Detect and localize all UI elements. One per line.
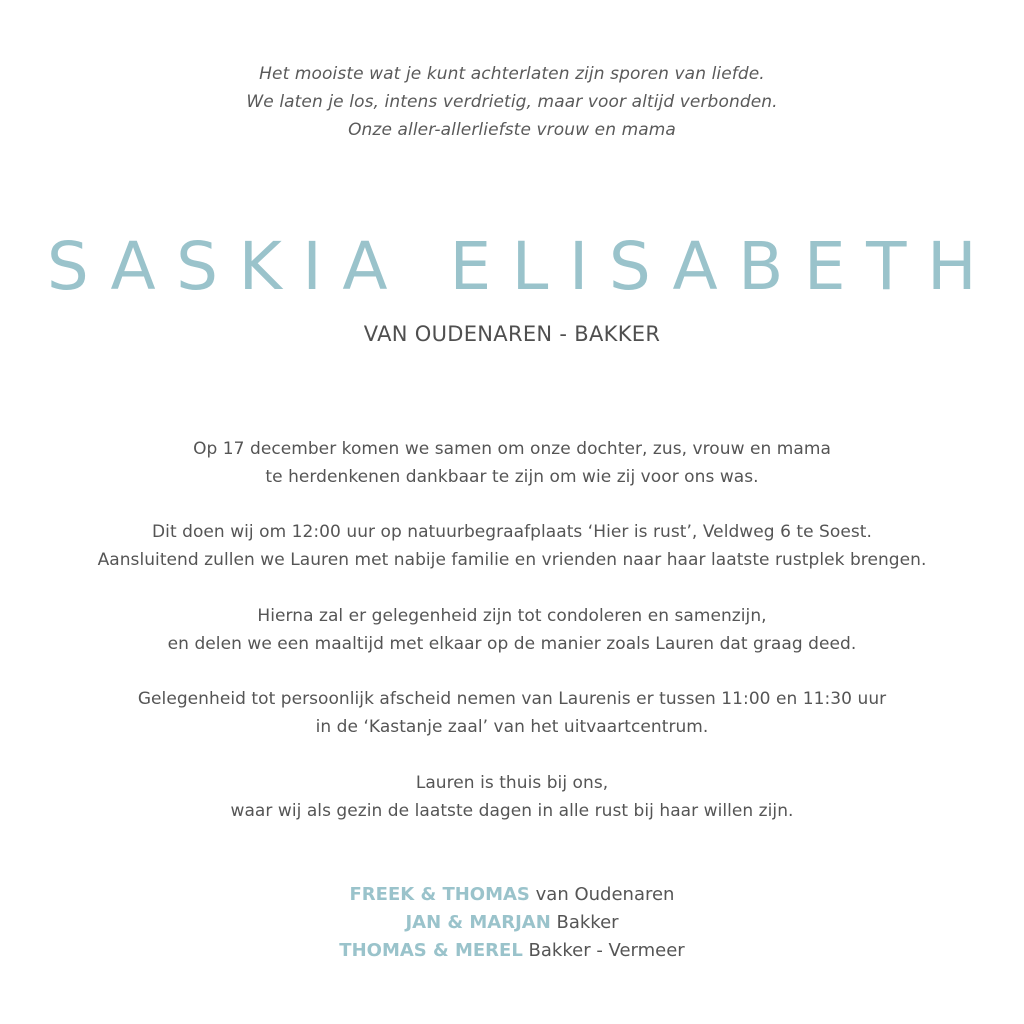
message-p1-line1: Op 17 december komen we samen om onze dochter, zus, vrouw en mama <box>193 439 831 459</box>
deceased-surname: VAN OUDENAREN - BAKKER <box>363 322 661 346</box>
message-p1-line2: te herdenkenen dankbaar te zijn om wie zij voor ons was. <box>265 467 759 487</box>
message-p2-line1: Dit doen wij om 12:00 uur op natuurbegraafplaats ‘Hier is rust’, Veldweg 6 te Soest. <box>152 522 872 542</box>
signature-family: Bakker <box>556 912 619 933</box>
message-p5-line2: waar wij als gezin de laatste dagen in alle rust bij haar willen zijn. <box>230 801 794 821</box>
signature-line <box>0 940 1024 961</box>
quote-line-2: We laten je los, intens verdrietig, maar voor altijd verbonden. <box>246 92 778 112</box>
deceased-first-names: SASKIA ELISABETH <box>46 228 998 305</box>
quote-line-1: Het mooiste wat je kunt achterlaten zijn sporen van liefde. <box>259 64 765 84</box>
signature-line <box>0 912 1024 933</box>
signature-names: JAN & MARJAN <box>405 912 551 933</box>
quote-line-3: Onze aller-allerliefste vrouw en mama <box>348 120 676 140</box>
message-p4-line2: in de ‘Kastanje zaal’ van het uitvaartcentrum. <box>315 717 709 737</box>
message-p5-line1: Lauren is thuis bij ons, <box>415 773 609 793</box>
signature-names: FREEK & THOMAS <box>349 884 530 905</box>
signature-family: van Oudenaren <box>535 884 675 905</box>
message-p4-line1: Gelegenheid tot persoonlijk afscheid nemen van Laurenis er tussen 11:00 en 11:30 uur <box>137 689 887 709</box>
message-p3-line2: en delen we een maaltijd met elkaar op de manier zoals Lauren dat graag deed. <box>167 634 857 654</box>
signature-names: THOMAS & MEREL <box>339 940 523 961</box>
signature-line <box>0 884 1024 905</box>
message-p3-line1: Hierna zal er gelegenheid zijn tot condoleren en samenzijn, <box>257 606 767 626</box>
signature-family: Bakker - Vermeer <box>528 940 685 961</box>
message-p2-line2: Aansluitend zullen we Lauren met nabije familie en vrienden naar haar laatste rustplek brengen. <box>97 550 927 570</box>
